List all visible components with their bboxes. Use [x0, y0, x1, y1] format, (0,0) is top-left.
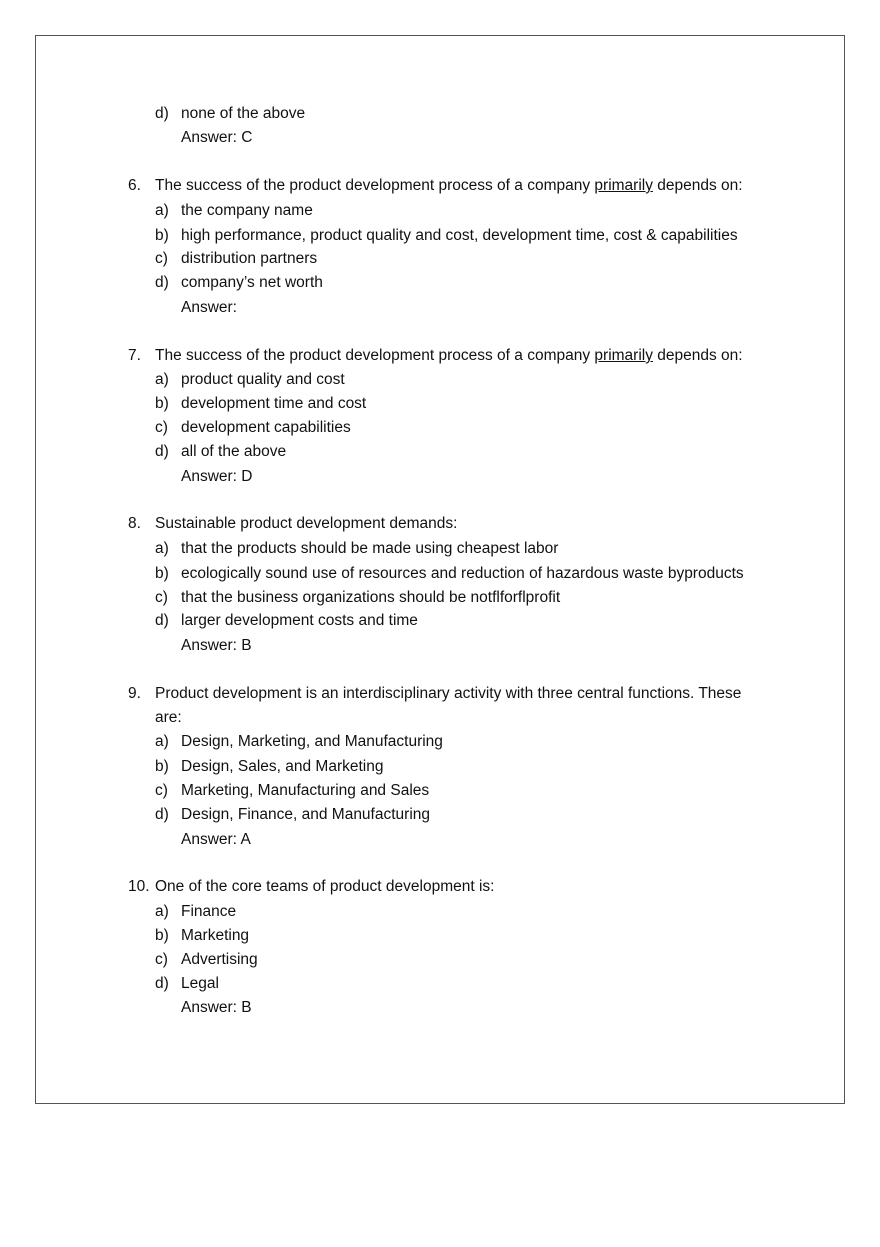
option-text: larger development costs and time [181, 612, 418, 629]
question-text: The success of the product development process of a company primarily depends on: [155, 177, 743, 194]
option-letter: d) [155, 806, 169, 823]
answer: Answer: B [181, 999, 252, 1016]
option-letter: a) [155, 202, 169, 219]
option-letter: a) [155, 903, 169, 920]
option-letter: c) [155, 419, 168, 436]
answer: Answer: A [181, 831, 251, 848]
option-text: none of the above [181, 105, 306, 122]
option-text: Design, Finance, and Manufacturing [181, 806, 431, 823]
question-text: One of the core teams of product development is: [155, 878, 495, 895]
option-text: Finance [181, 903, 237, 920]
option-text: that the business organizations should be notflforflprofit [181, 589, 561, 606]
option-text: that the products should be made using cheapest labor [181, 540, 559, 557]
option-letter: d) [155, 975, 169, 992]
option-letter: b) [155, 395, 169, 412]
answer: Answer: D [181, 468, 253, 485]
option-letter: c) [155, 951, 168, 968]
option-text: ecologically sound use of resources and reduction of hazardous waste byproducts [181, 565, 744, 582]
option-text: Advertising [181, 951, 258, 968]
option-text: Design, Marketing, and Manufacturing [181, 733, 443, 750]
option-letter: c) [155, 782, 168, 799]
question-number: 9. [128, 685, 141, 702]
option-text: company’s net worth [181, 274, 323, 291]
answer: Answer: [181, 299, 237, 316]
emphasis-primarily: primarily [594, 177, 653, 194]
question-text: The success of the product development process of a company primarily depends on: [155, 347, 743, 364]
option-letter: d) [155, 274, 169, 291]
question-text: Product development is an interdisciplinary activity with three central functions. These [155, 685, 742, 702]
option-letter: d) [155, 105, 169, 122]
question-number: 6. [128, 177, 141, 194]
option-text: Legal [181, 975, 219, 992]
option-letter: d) [155, 612, 169, 629]
question-number: 10. [128, 878, 150, 895]
option-text: high performance, product quality and cost, development time, cost & capabilities [181, 227, 738, 244]
option-letter: c) [155, 589, 168, 606]
option-letter: a) [155, 371, 169, 388]
option-text: product quality and cost [181, 371, 345, 388]
question-text: Sustainable product development demands: [155, 515, 458, 532]
option-letter: b) [155, 227, 169, 244]
option-text: Design, Sales, and Marketing [181, 758, 384, 775]
option-letter: b) [155, 927, 169, 944]
answer: Answer: B [181, 637, 252, 654]
option-text: development capabilities [181, 419, 351, 436]
option-letter: a) [155, 733, 169, 750]
option-text: all of the above [181, 443, 287, 460]
question-text-continued: are: [155, 709, 182, 726]
option-text: development time and cost [181, 395, 367, 412]
option-letter: c) [155, 250, 168, 267]
answer: Answer: C [181, 129, 253, 146]
emphasis-primarily: primarily [594, 347, 653, 364]
option-text: the company name [181, 202, 313, 219]
option-letter: b) [155, 758, 169, 775]
option-text: Marketing, Manufacturing and Sales [181, 782, 430, 799]
option-letter: a) [155, 540, 169, 557]
option-text: distribution partners [181, 250, 318, 267]
option-text: Marketing [181, 927, 250, 944]
option-letter: d) [155, 443, 169, 460]
question-number: 8. [128, 515, 141, 532]
option-letter: b) [155, 565, 169, 582]
question-number: 7. [128, 347, 141, 364]
